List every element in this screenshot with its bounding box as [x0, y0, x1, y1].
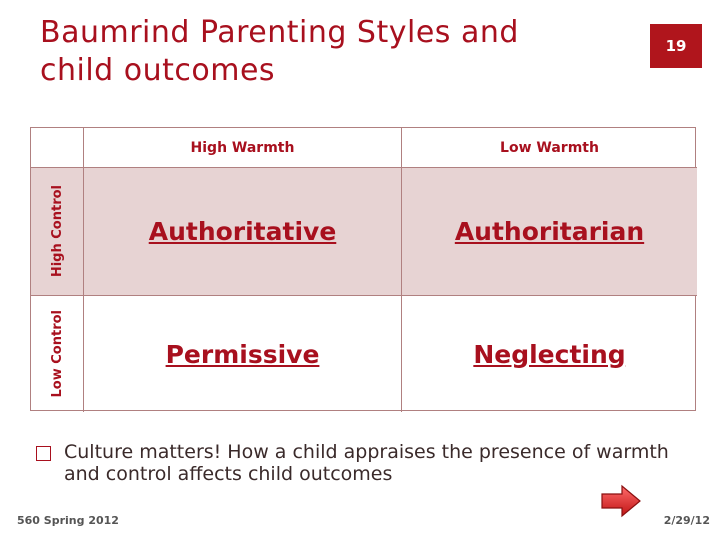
table-corner-cell	[31, 128, 84, 168]
row-label-low-control: Low Control	[49, 310, 65, 398]
cell-authoritative	[84, 168, 402, 296]
slide-title-line-2: child outcomes	[40, 53, 276, 88]
footer-date: 2/29/12	[663, 514, 710, 527]
style-permissive: Permissive	[165, 339, 320, 369]
cell-neglecting	[402, 296, 697, 412]
parenting-styles-table	[30, 127, 696, 411]
cell-authoritarian	[402, 168, 697, 296]
row-label-high-control: High Control	[49, 185, 65, 278]
right-arrow-icon[interactable]	[600, 484, 642, 518]
bullet-square-icon	[36, 446, 51, 461]
slide-number-badge: 19	[650, 24, 702, 68]
footer-course: 560 Spring 2012	[17, 514, 119, 527]
bullet-text: Culture matters! How a child appraises the presence of warmth and control affects child outcomes	[64, 441, 669, 485]
style-authoritative: Authoritative	[148, 217, 337, 246]
style-authoritarian: Authoritarian	[454, 217, 645, 246]
cell-permissive	[84, 296, 402, 412]
slide-title	[40, 14, 620, 90]
col-header-low-warmth: Low Warmth	[402, 128, 697, 168]
row-header-high-control	[31, 168, 84, 296]
row-header-low-control	[31, 296, 84, 412]
col-header-high-warmth: High Warmth	[84, 128, 402, 168]
style-neglecting: Neglecting	[473, 339, 626, 369]
slide-title-line-1: Baumrind Parenting Styles and	[40, 15, 519, 50]
